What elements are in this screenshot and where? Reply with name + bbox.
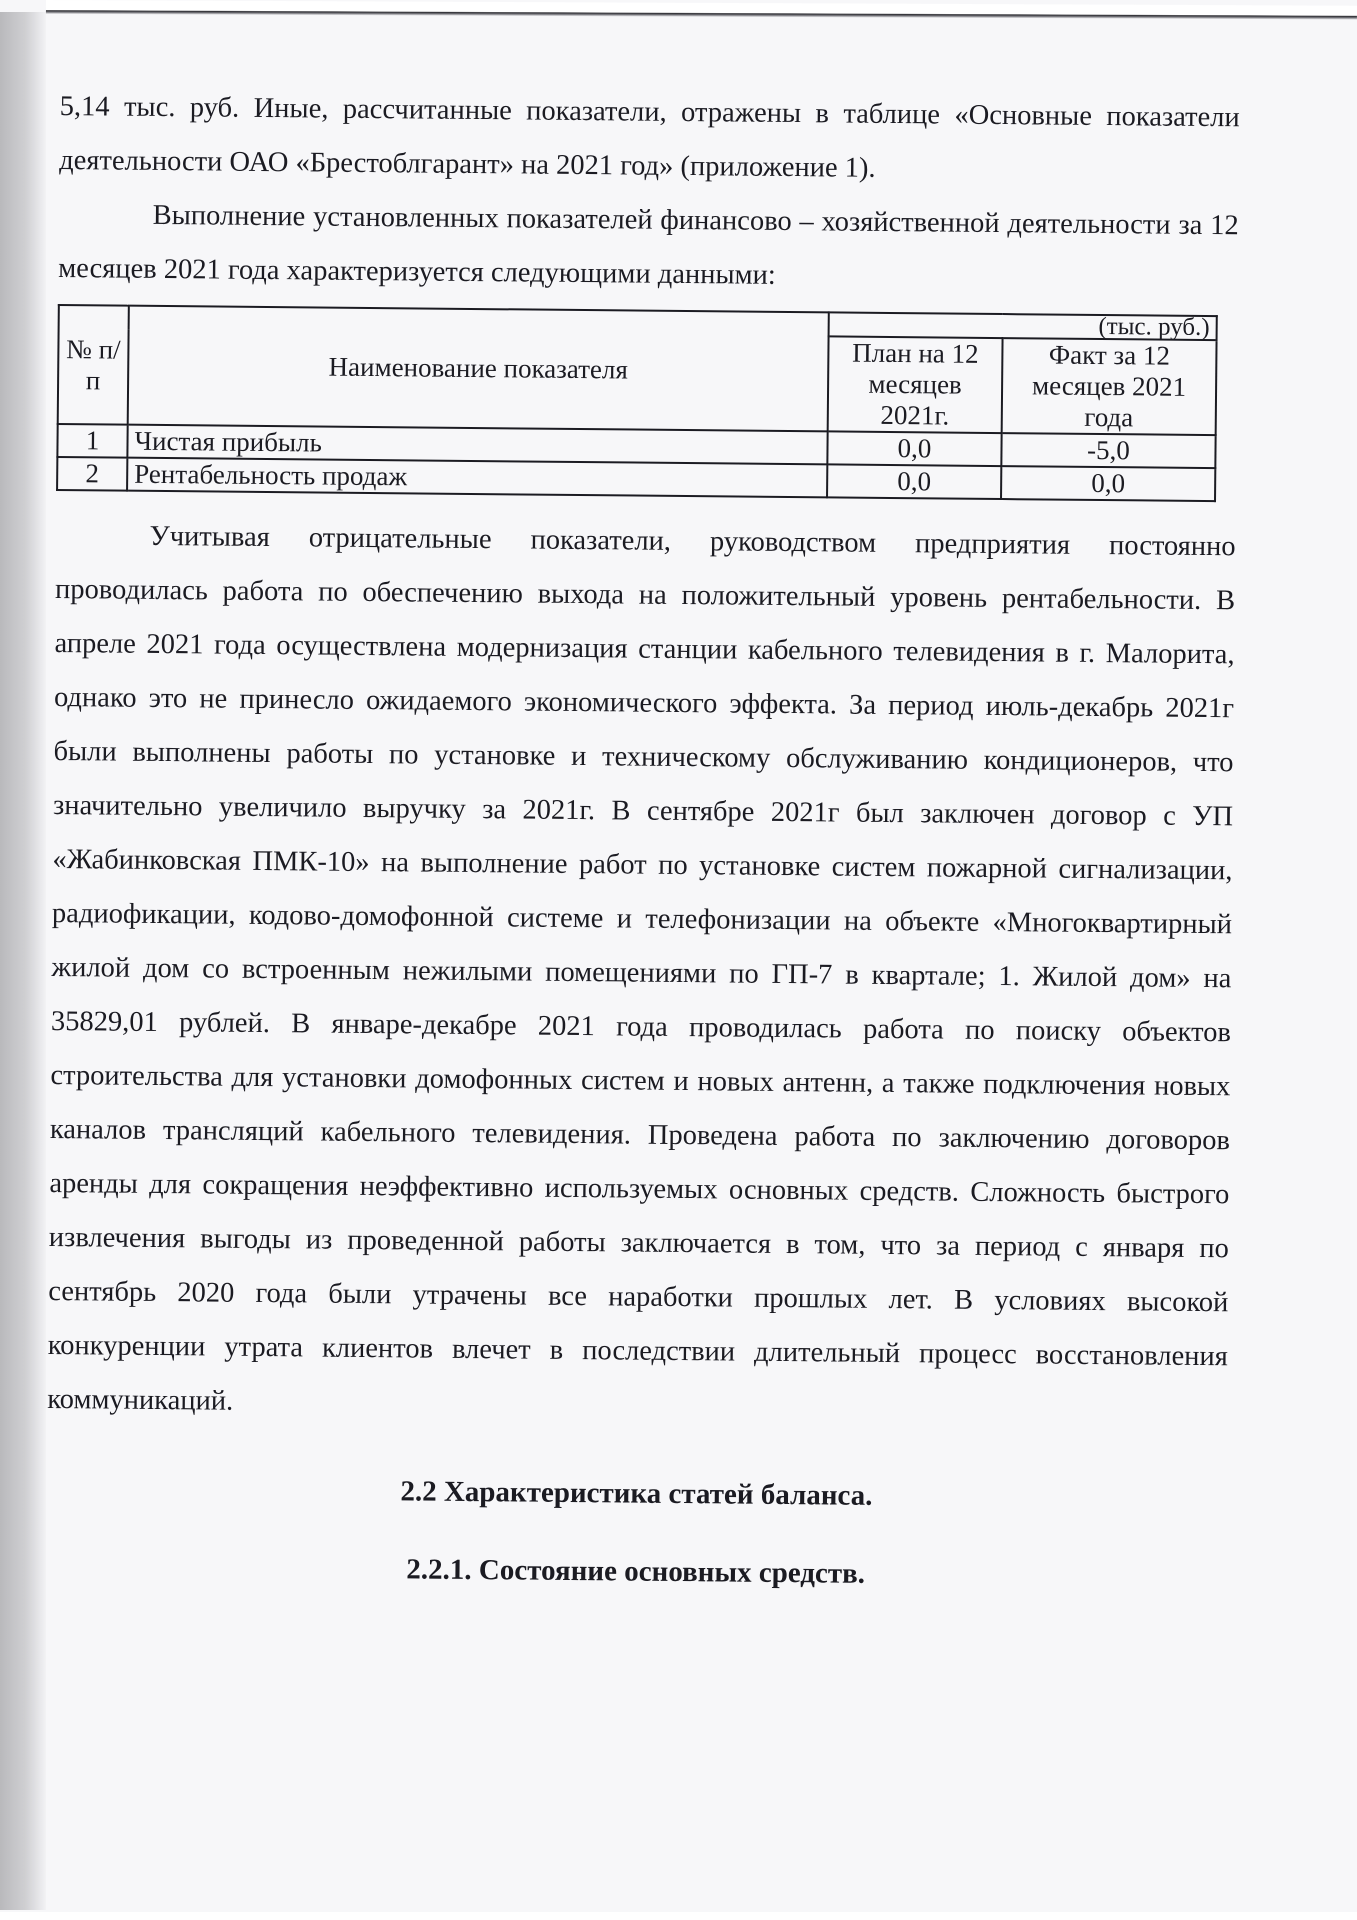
paragraph-measures: Учитывая отрицательные показатели, руководством предприятия постоянно проводилась работа по обеспечению выхода на положительный уровень рентабельности. В апреле 2021 года осуществлена модернизация станции кабельного телевидения в г. Малорита, однако это не принесло ожидаемого экономического эффекта. За период июль-декабрь 2021г были выполнены работы по установке и техническому обслуживанию кондиционеров, что значительно увеличило выручку за 2021г. В сентябре 2021г был заключен договор с УП «Жабинковская ПМК-10» на выполнение работ по установке систем пожарной сигнализации, радиофикации, кодово-домофонной системе и телефонизации на объекте «Многоквартирный жилой дом со встроенным нежилыми помещениями по ГП-7 в квартале; 1. Жилой дом» на 35829,01 рублей. В январе-декабре 2021 года проводилась работа по поиску объектов строительства для установки домофонных систем и новых антенн, а также подключения новых каналов трансляций кабельного телевидения. Проведена работа по заключению договоров аренды для сокращения неэффективно используемых основных средств. Сложность быстрого извлечения выгоды из проведенной работы заключается в том, что за период с января по сентябрь 2020 года были утрачены все наработки прошлых лет. В условиях высокой конкуренции утрата клиентов влечет в последствии длительный процесс восстановления коммуникаций. — [47, 520, 1236, 1417]
cell-fact: 0,0 — [1001, 466, 1215, 501]
indicators-table — [56, 304, 1218, 502]
cell-plan: 0,0 — [827, 464, 1001, 499]
paragraph-intro: 5,14 тыс. руб. Иные, рассчитанные показатели, отражены в таблице «Основные показатели деятельности ОАО «Брестоблгарант» на 2021 год» (приложение 1). — [59, 90, 1240, 184]
document-page — [45, 80, 1239, 1604]
cell-num: 2 — [57, 457, 127, 491]
header-plan: План на 12 месяцев 2021г. — [828, 336, 1003, 433]
cell-plan: 0,0 — [827, 431, 1001, 466]
scan-top-edge — [46, 0, 1357, 20]
table-header-row — [59, 305, 1217, 340]
cell-name: Рентабельность продаж — [127, 458, 827, 498]
cell-num: 1 — [57, 424, 127, 458]
scan-shadow-edge — [0, 12, 46, 1910]
cell-fact: -5,0 — [1001, 433, 1215, 468]
subsection-heading: 2.2.1. Состояние основных средств. — [406, 1553, 866, 1590]
paragraph-table-lead: Выполнение установленных показателей финансово – хозяйственной деятельности за 12 месяцев 2021 года характеризуется следующими данными: — [58, 199, 1239, 291]
header-name: Наименование показателя — [128, 306, 829, 432]
cell-name: Чистая прибыль — [127, 425, 827, 465]
header-num: № п/п — [58, 305, 129, 425]
indicators-table-wrapper — [56, 304, 1218, 502]
scan-bottom-edge — [0, 1912, 1357, 1920]
table-unit-label: (тыс. руб.) — [829, 312, 1217, 340]
header-fact: Факт за 12 месяцев 2021 года — [1002, 338, 1217, 435]
section-heading: 2.2 Характеристика статей баланса. — [400, 1475, 873, 1512]
